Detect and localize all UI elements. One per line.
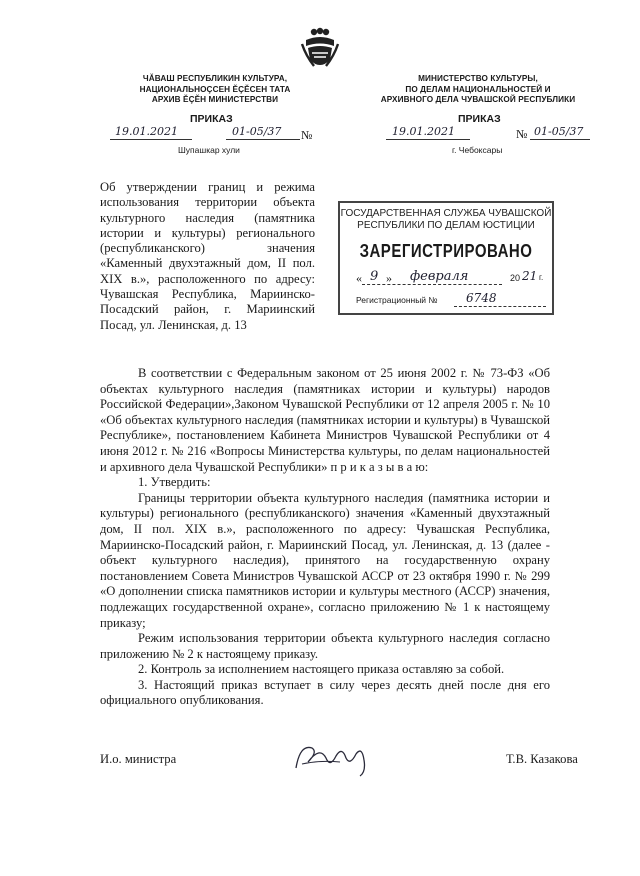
stamp-year-unit: г. — [539, 273, 544, 282]
order-body — [100, 366, 550, 709]
order-title-right: ПРИКАЗ — [458, 113, 501, 125]
chuvash-emblem-icon — [300, 26, 340, 72]
stamp-reg-label: Регистрационный № — [356, 295, 438, 305]
stamp-reg-number: 6748 — [466, 291, 497, 305]
stamp-quote-close: » — [386, 271, 392, 285]
stamp-number-underline — [454, 306, 546, 307]
stamp-date-underline — [362, 284, 502, 285]
registration-stamp — [338, 201, 554, 315]
order-subject: Об утверждении границ и режима использования территории объекта культурного наследия (памятника истории и культуры) регионального (республиканского) значения «Каменный двухэтажный дом, II пол. XIX в.», расположенного по адресу: Чувашская Республика, Мариинско-Посадский район, г. Мариинский Посад, ул. Ленинская, д. 13 — [100, 180, 315, 332]
right-date-underline — [386, 139, 470, 140]
header-right-line: ПО ДЕЛАМ НАЦИОНАЛЬНОСТЕЙ И — [405, 84, 551, 94]
ministry-name-chuvash — [120, 74, 310, 106]
left-number-sign: № — [301, 128, 313, 142]
body-item-3: 3. Настоящий приказ вступает в силу через десять дней после дня его официального опубликования. — [100, 677, 550, 708]
right-number-underline — [530, 139, 590, 140]
stamp-day: 9 — [370, 269, 379, 284]
header-right-line: МИНИСТЕРСТВО КУЛЬТУРЫ, — [418, 74, 538, 83]
signatory-name: Т.В. Казакова — [506, 752, 578, 766]
header-left-line: НАЦИОНАЛЬНОÇСЕН ĔÇĔСЕН ТАТА — [139, 84, 291, 94]
stamp-date-row — [354, 269, 549, 287]
signatory-role: И.о. министра — [100, 752, 177, 766]
body-preamble: В соответствии с Федеральным законом от 25 июня 2002 г. № 73-ФЗ «Об объектах культурного наследия (памятниках истории и культуры) народов Российской Федерации»,Законом Чувашской Республики от 12 апреля 2005 г. № 10 «Об объектах культурного наследия (памятниках истории и культуры) в Чувашской Республике», постановлением Кабинета Министров Чувашской Республики от 4 июня 2012 г. № 216 «Вопросы Министерства культуры, по делам национальностей и архивного дела Чувашской Республики» п р и к а з ы в а ю: — [100, 366, 550, 474]
body-item-2: 2. Контроль за исполнением настоящего приказа оставляю за собой. — [138, 662, 505, 677]
left-order-number: 01-05/37 — [232, 125, 282, 138]
left-number-underline — [226, 139, 300, 140]
stamp-year: 21 — [522, 269, 538, 283]
right-order-date: 19.01.2021 — [392, 125, 455, 138]
right-order-number: 01-05/37 — [534, 125, 584, 138]
body-usage-regime: Режим использования территории объекта культурного наследия согласно приложению № 2 к настоящему приказу. — [100, 631, 550, 661]
left-city: Шупашкар хули — [178, 145, 240, 155]
right-number-sign: № — [516, 127, 528, 141]
stamp-organization — [340, 208, 552, 232]
stamp-quote-open: « — [356, 271, 362, 285]
stamp-number-row — [354, 291, 549, 309]
handwritten-signature-icon — [290, 738, 380, 778]
body-item-1: 1. Утвердить: — [138, 475, 211, 490]
ministry-name-russian — [368, 74, 588, 106]
stamp-month: февраля — [410, 269, 469, 284]
left-date-underline — [110, 139, 192, 140]
body-boundaries: Границы территории объекта культурного наследия (памятника истории и культуры) регионального (республиканского) значения «Каменный двухэтажный дом, II пол. XIX в.», расположенного по адресу: Чувашская Республика, Мариинско-Посадский район, г. Мариинский Посад, ул. Ленинская, д. 13 (далее - объект культурного наследия), принятого на государственную охрану постановлением Совета Министров Чувашской АССР от 23 октября 1990 г. № 299 «О дополнении списка памятников истории и культуры местного (АССР) значения, подлежащих государственной охране», согласно приложению № 1 к настоящему приказу; — [100, 490, 550, 630]
stamp-org-line: ГОСУДАРСТВЕННАЯ СЛУЖБА ЧУВАШСКОЙ — [340, 208, 552, 219]
header-left-line: ЧĂВАШ РЕСПУБЛИКИН КУЛЬТУРА, — [142, 74, 288, 83]
header-left-line: АРХИВ ĔÇĔН МИНИСТЕРСТВИ — [151, 95, 279, 104]
right-city: г. Чебоксары — [452, 145, 503, 155]
stamp-org-line: РЕСПУБЛИКИ ПО ДЕЛАМ ЮСТИЦИИ — [357, 220, 535, 231]
header-right-line: АРХИВНОГО ДЕЛА ЧУВАШСКОЙ РЕСПУБЛИКИ — [380, 95, 576, 104]
order-title-left: ПРИКАЗ — [190, 113, 233, 125]
stamp-registered-label: ЗАРЕГИСТРИРОВАНО — [359, 240, 533, 263]
left-order-date: 19.01.2021 — [115, 125, 178, 138]
stamp-year-prefix: 20 — [510, 273, 521, 283]
